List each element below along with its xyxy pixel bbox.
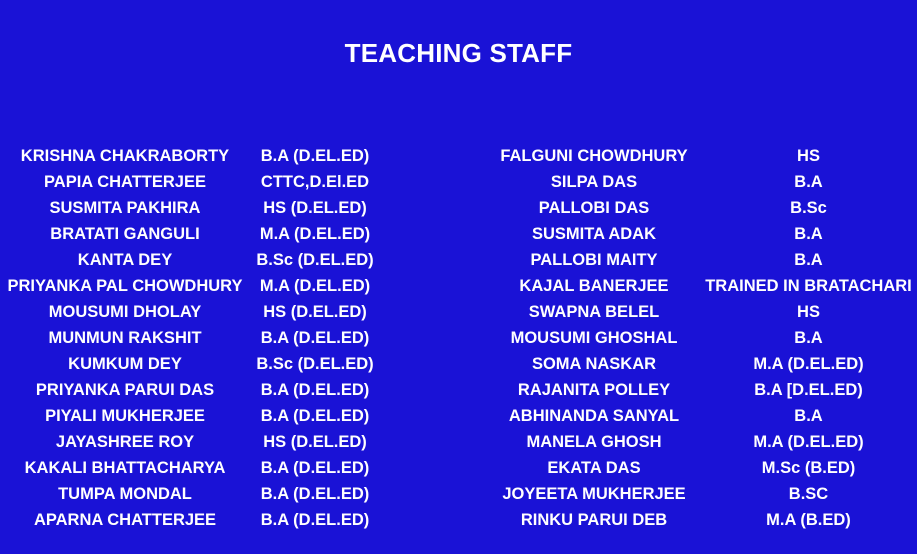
staff-qualification-right: M.A (D.EL.ED) [753,433,864,451]
staff-name-right: SOMA NASKAR [531,355,657,373]
staff-name-right: JOYEETA MUKHERJEE [502,485,686,503]
staff-name-right: PALLOBI MAITY [530,251,658,269]
staff-name-right: FALGUNI CHOWDHURY [500,147,688,165]
staff-name-left: MUNMUN RAKSHIT [48,329,202,347]
staff-row [0,377,917,403]
staff-qualification-left: HS (D.EL.ED) [263,433,367,451]
staff-row [0,299,917,325]
staff-name-left: PAPIA CHATTERJEE [44,173,206,191]
staff-name-left: PRIYANKA PAL CHOWDHURY [7,277,243,295]
staff-name-left: KRISHNA CHAKRABORTY [20,147,230,165]
staff-row [0,325,917,351]
staff-name-right: SILPA DAS [550,173,638,191]
staff-qualification-left: B.A (D.EL.ED) [260,329,370,347]
staff-qualification-right: B.A [794,329,823,347]
staff-name-left: BRATATI GANGULI [50,225,200,243]
staff-row [0,221,917,247]
staff-qualification-right: B.A [794,251,823,269]
staff-name-right: RINKU PARUI DEB [520,511,668,529]
staff-name-right: SUSMITA ADAK [531,225,657,243]
staff-qualification-left: B.A (D.EL.ED) [260,381,370,399]
staff-name-right: MANELA GHOSH [526,433,662,451]
staff-row [0,351,917,377]
staff-row [0,143,917,169]
staff-row [0,403,917,429]
staff-row [0,455,917,481]
staff-name-right: PALLOBI DAS [538,199,650,217]
staff-qualification-right: TRAINED IN BRATACHARI [705,277,912,295]
staff-name-right: ABHINANDA SANYAL [508,407,680,425]
staff-name-right: MOUSUMI GHOSHAL [510,329,678,347]
staff-name-left: SUSMITA PAKHIRA [49,199,201,217]
staff-qualification-left: M.A (D.EL.ED) [259,277,371,295]
staff-qualification-left: HS (D.EL.ED) [263,199,367,217]
staff-qualification-left: B.A (D.EL.ED) [260,407,370,425]
staff-row [0,169,917,195]
staff-qualification-right: M.Sc (B.ED) [761,459,856,477]
staff-name-left: MOUSUMI DHOLAY [48,303,202,321]
staff-qualification-left: CTTC,D.El.ED [260,173,370,191]
staff-row [0,195,917,221]
staff-name-left: JAYASHREE ROY [55,433,195,451]
staff-name-right: RAJANITA POLLEY [517,381,671,399]
staff-qualification-left: B.A (D.EL.ED) [260,147,370,165]
staff-qualification-left: M.A (D.EL.ED) [259,225,371,243]
staff-qualification-left: B.Sc (D.EL.ED) [256,251,374,269]
staff-qualification-left: HS (D.EL.ED) [263,303,367,321]
staff-qualification-right: B.SC [788,485,829,503]
staff-row [0,429,917,455]
staff-name-left: TUMPA MONDAL [58,485,192,503]
staff-qualification-left: B.A (D.EL.ED) [260,459,370,477]
staff-qualification-right: B.Sc [790,199,827,217]
staff-qualification-right: HS [797,303,820,321]
staff-list [0,143,917,533]
staff-qualification-left: B.A (D.EL.ED) [260,511,370,529]
staff-qualification-right: B.A [794,407,823,425]
staff-name-right: SWAPNA BELEL [528,303,660,321]
staff-qualification-right: M.A (D.EL.ED) [753,355,864,373]
staff-name-left: PRIYANKA PARUI DAS [35,381,215,399]
staff-name-left: KANTA DEY [77,251,173,269]
staff-name-left: PIYALI MUKHERJEE [45,407,205,425]
staff-qualification-right: HS [797,147,820,165]
staff-row [0,481,917,507]
staff-row [0,507,917,533]
staff-qualification-right: B.A [794,173,823,191]
staff-name-left: APARNA CHATTERJEE [33,511,217,529]
page-title: TEACHING STAFF [344,38,573,68]
staff-qualification-right: B.A [D.EL.ED) [754,381,863,399]
staff-name-right: EKATA DAS [547,459,641,477]
staff-row [0,247,917,273]
staff-name-right: KAJAL BANERJEE [519,277,669,295]
staff-qualification-right: M.A (B.ED) [766,511,851,529]
staff-qualification-left: B.A (D.EL.ED) [260,485,370,503]
staff-qualification-left: B.Sc (D.EL.ED) [256,355,374,373]
staff-row [0,273,917,299]
staff-name-left: KUMKUM DEY [68,355,182,373]
staff-name-left: KAKALI BHATTACHARYA [24,459,226,477]
staff-qualification-right: B.A [794,225,823,243]
